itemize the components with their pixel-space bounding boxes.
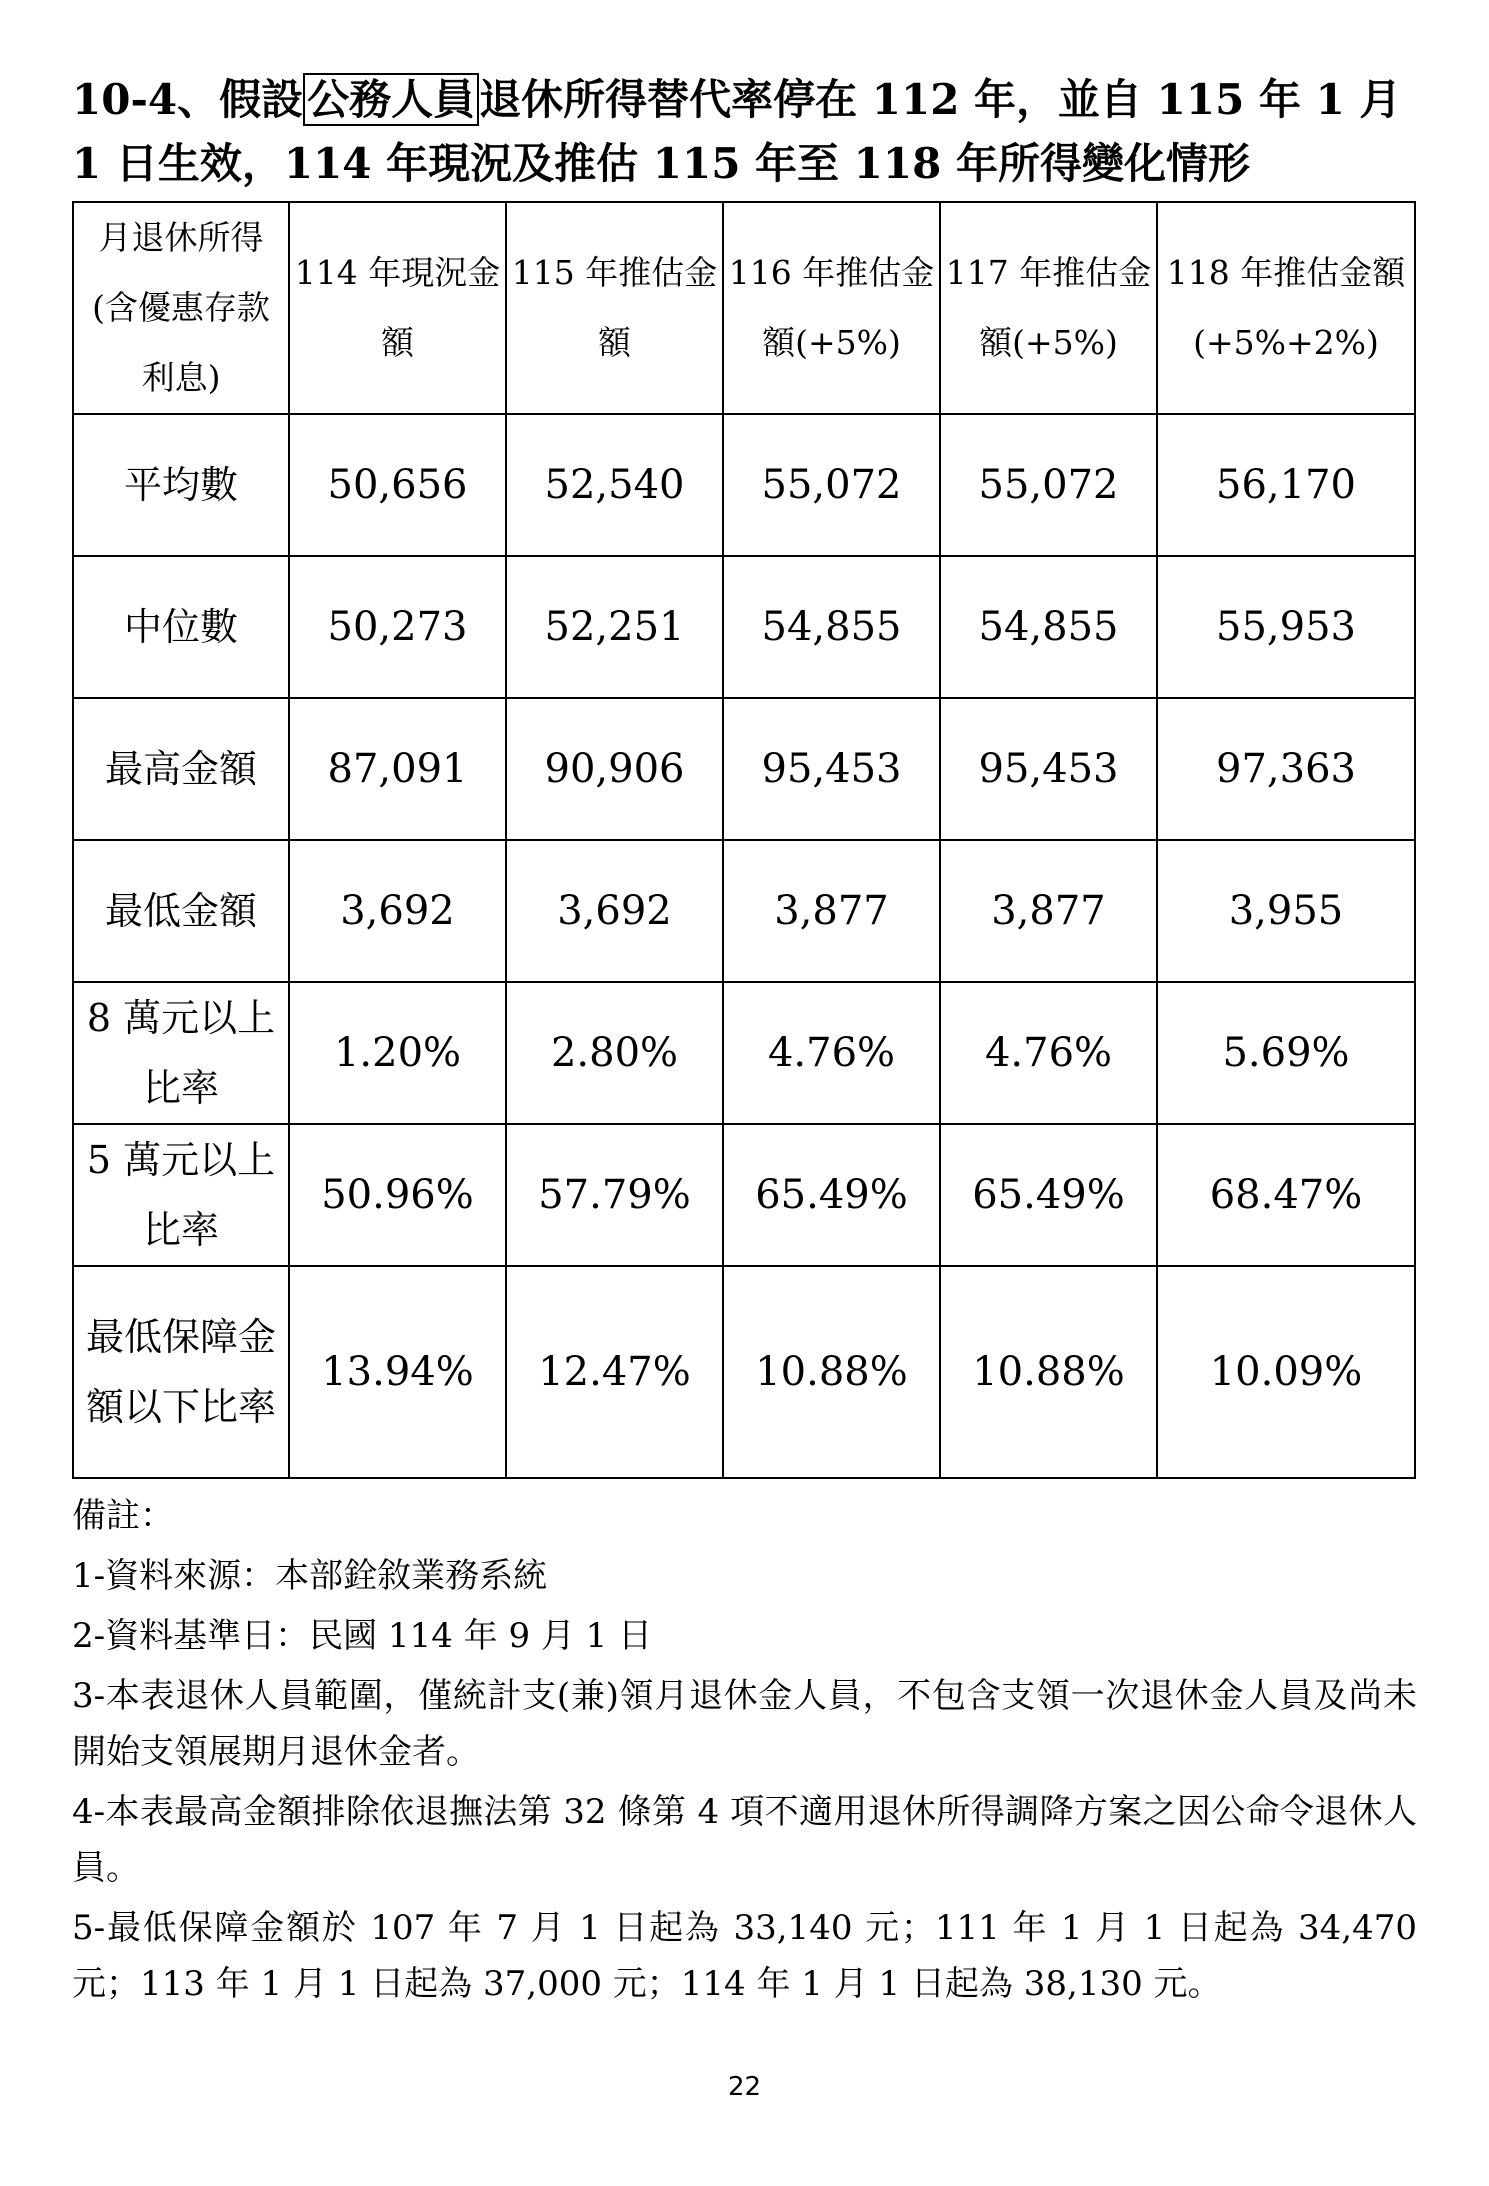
table-header-row (73, 202, 1415, 414)
row-label: 平均數 (73, 414, 289, 556)
table-cell: 3,877 (723, 840, 940, 982)
income-table (72, 201, 1416, 1479)
title-prefix: 10-4、假設 (72, 75, 304, 124)
table-cell: 13.94% (289, 1266, 506, 1478)
table-cell: 54,855 (723, 556, 940, 698)
title-suffix: 退休所得替代率停在 112 年，並自 115 年 1 月 1 日生效，114 年現況及推估 115 年至 118 年所得變化情形 (72, 75, 1402, 188)
notes-heading: 備註： (72, 1496, 174, 1536)
table-cell: 50.96% (289, 1124, 506, 1266)
table-cell: 95,453 (723, 698, 940, 840)
table-row (73, 982, 1415, 1124)
row-label: 8 萬元以上比率 (73, 982, 289, 1124)
notes-section (72, 1488, 1417, 2016)
table-cell: 87,091 (289, 698, 506, 840)
column-header: 116 年推估金額(+5%) (723, 202, 940, 414)
table-row (73, 1266, 1415, 1478)
table-cell: 50,656 (289, 414, 506, 556)
table-cell: 97,363 (1157, 698, 1415, 840)
table-cell: 54,855 (940, 556, 1157, 698)
table-cell: 50,273 (289, 556, 506, 698)
table-cell: 90,906 (506, 698, 723, 840)
note-item: 1-資料來源：本部銓敘業務系統 (72, 1556, 548, 1596)
table-cell: 52,251 (506, 556, 723, 698)
table-row (73, 840, 1415, 982)
table-cell: 4.76% (723, 982, 940, 1124)
column-header: 117 年推估金額(+5%) (940, 202, 1157, 414)
column-header: 115 年推估金額 (506, 202, 723, 414)
table-cell: 52,540 (506, 414, 723, 556)
table-cell: 3,955 (1157, 840, 1415, 982)
page-number: 22 (727, 2072, 762, 2102)
column-header: 114 年現況金額 (289, 202, 506, 414)
note-item: 2-資料基準日：民國 114 年 9 月 1 日 (72, 1616, 653, 1656)
table-cell: 4.76% (940, 982, 1157, 1124)
table-cell: 55,953 (1157, 556, 1415, 698)
table-row (73, 1124, 1415, 1266)
table-cell: 68.47% (1157, 1124, 1415, 1266)
row-label: 5 萬元以上比率 (73, 1124, 289, 1266)
table-row (73, 414, 1415, 556)
table-cell: 3,692 (289, 840, 506, 982)
table-row (73, 556, 1415, 698)
table-cell: 57.79% (506, 1124, 723, 1266)
table-cell: 12.47% (506, 1266, 723, 1478)
note-item: 5-最低保障金額於 107 年 7 月 1 日起為 33,140 元；111 年 1 月 1 日起為 34,470 元；113 年 1 月 1 日起為 37,000 元；114 年 1 月 1 日起為 38,130 元。 (72, 1908, 1417, 2004)
page-title (72, 68, 1417, 196)
table-cell: 65.49% (940, 1124, 1157, 1266)
column-header: 118 年推估金額(+5%+2%) (1157, 202, 1415, 414)
table-row (73, 698, 1415, 840)
corner-header: 月退休所得(含優惠存款利息) (73, 202, 289, 414)
row-label: 中位數 (73, 556, 289, 698)
table-cell: 56,170 (1157, 414, 1415, 556)
table-cell: 1.20% (289, 982, 506, 1124)
table-cell: 65.49% (723, 1124, 940, 1266)
table-cell: 10.88% (940, 1266, 1157, 1478)
table-cell: 3,877 (940, 840, 1157, 982)
row-label: 最低保障金額以下比率 (73, 1266, 289, 1478)
table-cell: 55,072 (940, 414, 1157, 556)
table-cell: 3,692 (506, 840, 723, 982)
table-cell: 10.09% (1157, 1266, 1415, 1478)
table-cell: 55,072 (723, 414, 940, 556)
table-cell: 5.69% (1157, 982, 1415, 1124)
title-boxed-term: 公務人員 (303, 73, 479, 126)
row-label: 最低金額 (73, 840, 289, 982)
note-item: 4-本表最高金額排除依退撫法第 32 條第 4 項不適用退休所得調降方案之因公命令退休人員。 (72, 1792, 1417, 1888)
table-cell: 10.88% (723, 1266, 940, 1478)
table-cell: 95,453 (940, 698, 1157, 840)
table-cell: 2.80% (506, 982, 723, 1124)
note-item: 3-本表退休人員範圍，僅統計支(兼)領月退休金人員，不包含支領一次退休金人員及尚未開始支領展期月退休金者。 (72, 1676, 1417, 1772)
row-label: 最高金額 (73, 698, 289, 840)
